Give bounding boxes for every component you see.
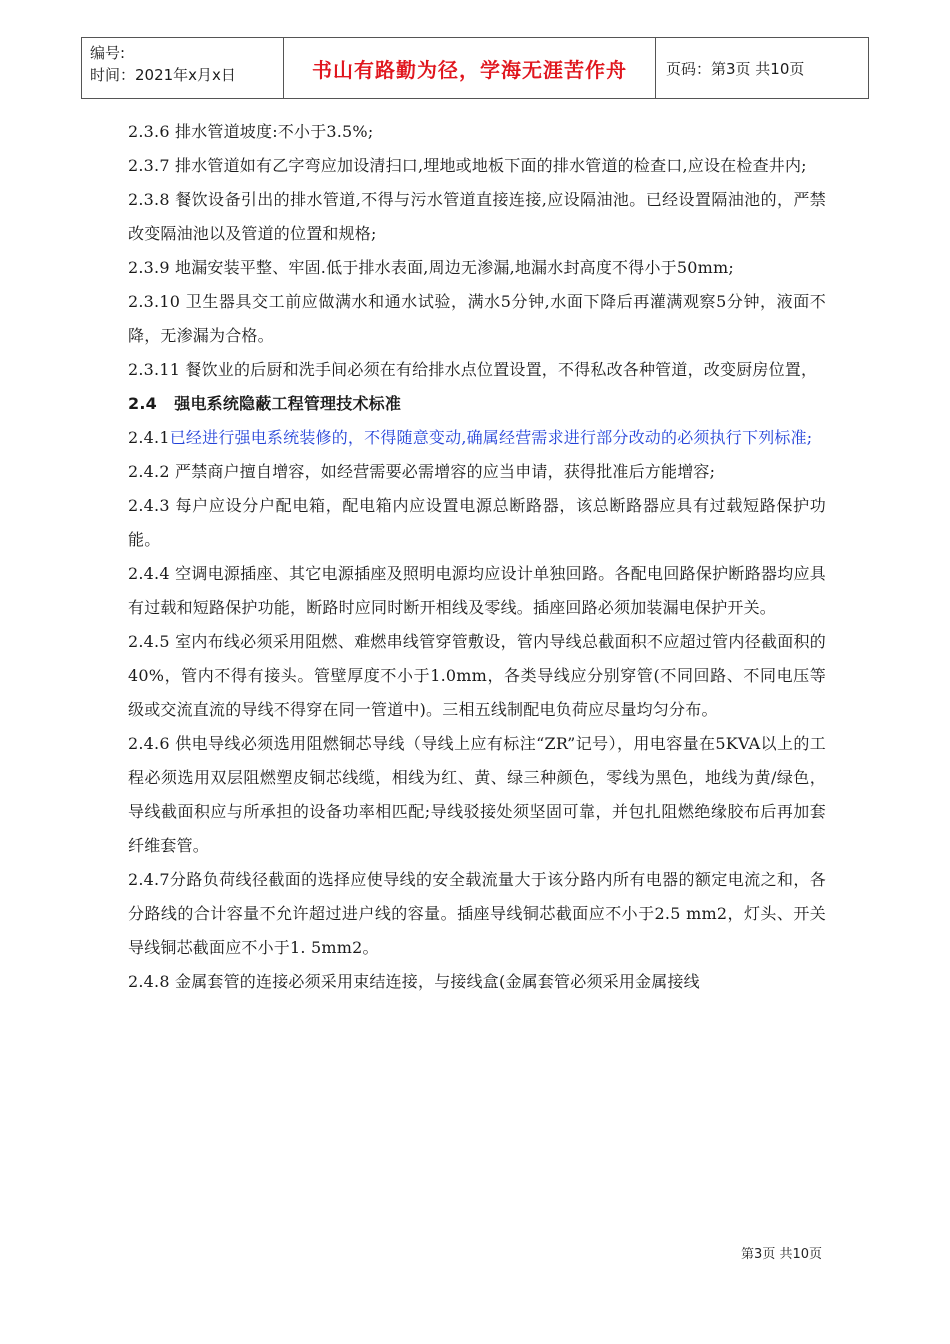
paragraph-2-4-7: 2.4.7分路负荷线径截面的选择应使导线的安全载流量大于该分路内所有电器的额定电流之和，各分路线的合计容量不允许超过进户线的容量。插座导线铜芯截面应不小于2.5 mm2，灯头、开关导线铜芯截面应不小于1. 5mm2。 — [128, 870, 826, 957]
header-page-number: 页码：第3页 共10页 — [666, 59, 805, 78]
paragraph-2-4-1 — [128, 421, 826, 455]
header-meta — [82, 38, 284, 98]
paragraph-2-3-9: 2.3.9 地漏安装平整、牢固.低于排水表面,周边无渗漏,地漏水封高度不得小于50mm; — [128, 258, 734, 277]
section-heading-2-4: 2.4 强电系统隐蔽工程管理技术标准 — [128, 394, 402, 413]
page-footer: 第3页 共10页 — [741, 1247, 822, 1262]
paragraph-2-4-3: 2.4.3 每户应设分户配电箱，配电箱内应设置电源总断路器，该总断路器应具有过载短路保护功能。 — [128, 496, 826, 549]
document-number-label: 编号: — [90, 44, 126, 62]
paragraph-2-3-8: 2.3.8 餐饮设备引出的排水管道,不得与污水管道直接连接,应设隔油池。已经设置隔油池的，严禁改变隔油池以及管道的位置和规格; — [128, 190, 826, 243]
paragraph-2-3-11: 2.3.11 餐饮业的后厨和洗手间必须在有给排水点位置设置，不得私改各种管道，改变厨房位置， — [128, 360, 818, 379]
paragraph-2-4-5: 2.4.5 室内布线必须采用阻燃、难燃串线管穿管敷设，管内导线总截面积不应超过管内径截面积的40%，管内不得有接头。管壁厚度不小于1.0mm，各类导线应分别穿管(不同回路、不同电压等级或交流直流的导线不得穿在同一管道中)。三相五线制配电负荷应尽量均匀分布。 — [128, 632, 826, 719]
paragraph-2-4-2: 2.4.2 严禁商户擅自增容，如经营需要必需增容的应当申请，获得批准后方能增容; — [128, 462, 716, 481]
paragraph-2-4-6: 2.4.6 供电导线必须选用阻燃铜芯导线（导线上应有标注“ZR”记号），用电容量在5KVA以上的工程必须选用双层阻燃塑皮铜芯线缆，相线为红、黄、绿三种颜色，零线为黑色，地线为黄/绿色，导线截面积应与所承担的设备功率相匹配;导线驳接处须坚固可靠，并包扎阻燃绝缘胶布后再加套纤维套管。 — [128, 734, 826, 855]
document-body — [128, 115, 826, 999]
paragraph-2-4-4: 2.4.4 空调电源插座、其它电源插座及照明电源均应设计单独回路。各配电回路保护断路器均应具有过载和短路保护功能，断路时应同时断开相线及零线。插座回路必须加装漏电保护开关。 — [128, 564, 826, 617]
header-motto: 书山有路勤为径，学海无涯苦作舟 — [284, 38, 656, 98]
paragraph-2-3-10: 2.3.10 卫生器具交工前应做满水和通水试验，满水5分钟,水面下降后再灌满观察5分钟，液面不降，无渗漏为合格。 — [128, 292, 826, 345]
page-header — [81, 37, 869, 99]
paragraph-2-4-1-highlight: 已经进行强电系统装修的，不得随意变动,确属经营需求进行部分改动的必须执行下列标准; — [169, 428, 813, 447]
document-time-label: 时间：2021年x月x日 — [90, 66, 236, 84]
paragraph-2-3-7: 2.3.7 排水管道如有乙字弯应加设清扫口,埋地或地板下面的排水管道的检查口,应设在检查井内; — [128, 156, 807, 175]
paragraph-2-4-8: 2.4.8 金属套管的连接必须采用束结连接，与接线盒(金属套管必须采用金属接线 — [128, 972, 700, 991]
paragraph-2-4-1-number: 2.4.1 — [128, 428, 170, 447]
paragraph-2-3-6: 2.3.6 排水管道坡度:不小于3.5%; — [128, 122, 374, 141]
